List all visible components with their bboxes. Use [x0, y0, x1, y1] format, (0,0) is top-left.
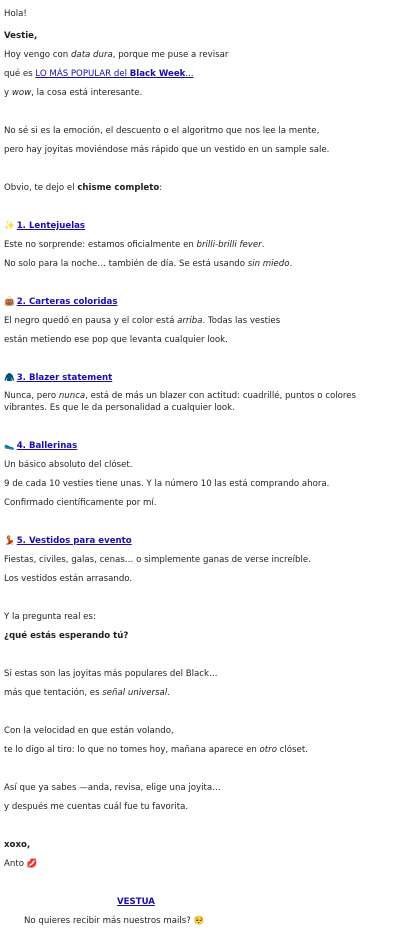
velocidad-line-2: te lo digo al tiro: lo que no tomes hoy, mañana aparece en otro clóset.: [4, 745, 308, 755]
section-2-link[interactable]: 2. Carteras coloridas: [16, 297, 118, 307]
para2-line-2: pero hay joyitas moviéndose más rápido que un vestido en un sample sale.: [4, 145, 330, 155]
pleading-face-icon: 🥺: [193, 916, 205, 926]
section-4-line-1: Un básico absoluto del clóset.: [4, 460, 133, 470]
dancer-icon: 💃: [4, 536, 15, 546]
section-4-heading[interactable]: [4, 440, 77, 452]
velocidad-line-1: Con la velocidad en que están volando,: [4, 726, 174, 736]
signoff: xoxo,: [4, 840, 31, 850]
section-5-line-1: Fiestas, civiles, galas, cenas… o simplemente ganas de verse increíble.: [4, 555, 311, 565]
handbag-icon: 👜: [4, 297, 15, 307]
chisme-line: Obvio, te dejo el chisme completo:: [4, 183, 163, 193]
section-3-link[interactable]: 3. Blazer statement: [16, 373, 113, 383]
salutation: Vestie,: [4, 31, 38, 41]
intro-line-2: qué es LO MÁS POPULAR del Black Week...: [4, 69, 194, 79]
flat-shoe-icon: 🥿: [4, 441, 15, 451]
unsubscribe-text[interactable]: No quieres recibir más nuestros mails? 🥺: [24, 916, 205, 926]
section-4-line-2: 9 de cada 10 vesties tiene unas. Y la número 10 las está comprando ahora.: [4, 479, 330, 489]
section-2-heading[interactable]: [4, 296, 117, 308]
final-line-1: Así que ya sabes —anda, revisa, elige una joyita…: [4, 783, 221, 793]
greeting: Hola!: [4, 9, 27, 19]
joyitas-line-1: Si estas son las joyitas más populares del Black…: [4, 669, 218, 679]
brand-link[interactable]: VESTUA: [117, 897, 155, 907]
kiss-icon: 💋: [26, 859, 38, 869]
section-1-line-1: Este no sorprende: estamos oficialmente en brilli-brilli fever.: [4, 240, 265, 250]
sparkles-icon: ✨: [4, 221, 15, 231]
section-5-link[interactable]: 5. Vestidos para evento: [16, 536, 132, 546]
section-4-link[interactable]: 4. Ballerinas: [16, 441, 78, 451]
question-line-2: ¿qué estás esperando tú?: [4, 631, 129, 641]
section-5-line-2: Los vestidos están arrasando.: [4, 574, 133, 584]
para2-line-1: No sé si es la emoción, el descuento o el algoritmo que nos lee la mente,: [4, 126, 320, 136]
section-2-line-2: están metiendo ese pop que levanta cualquier look.: [4, 335, 228, 345]
section-5-heading[interactable]: [4, 535, 132, 547]
joyitas-line-2: más que tentación, es señal universal.: [4, 688, 170, 698]
final-line-2: y después me cuentas cuál fue tu favorita.: [4, 802, 189, 812]
section-2-line-1: El negro quedó en pausa y el color está arriba. Todas las vesties: [4, 316, 281, 326]
section-3-text: Nunca, pero nunca, está de más un blazer con actitud: cuadrillé, puntos o colores vibrantes. Es que le da personalidad a cualquier look.: [4, 391, 356, 413]
coat-icon: 🧥: [4, 373, 15, 383]
intro-line-3: y wow, la cosa está interesante.: [4, 88, 143, 98]
section-4-line-3: Confirmado científicamente por mí.: [4, 498, 157, 508]
question-line-1: Y la pregunta real es:: [4, 612, 96, 622]
intro-line-1: Hoy vengo con data dura, porque me puse a revisar: [4, 50, 229, 60]
section-3-heading[interactable]: [4, 372, 112, 384]
section-1-link[interactable]: 1. Lentejuelas: [16, 221, 86, 231]
section-1-line-2: No solo para la noche… también de día. Se está usando sin miedo.: [4, 259, 293, 269]
black-week-link[interactable]: LO MÁS POPULAR del Black Week...: [35, 69, 194, 79]
signature: Anto 💋: [4, 859, 38, 869]
section-1-heading[interactable]: [4, 220, 85, 232]
